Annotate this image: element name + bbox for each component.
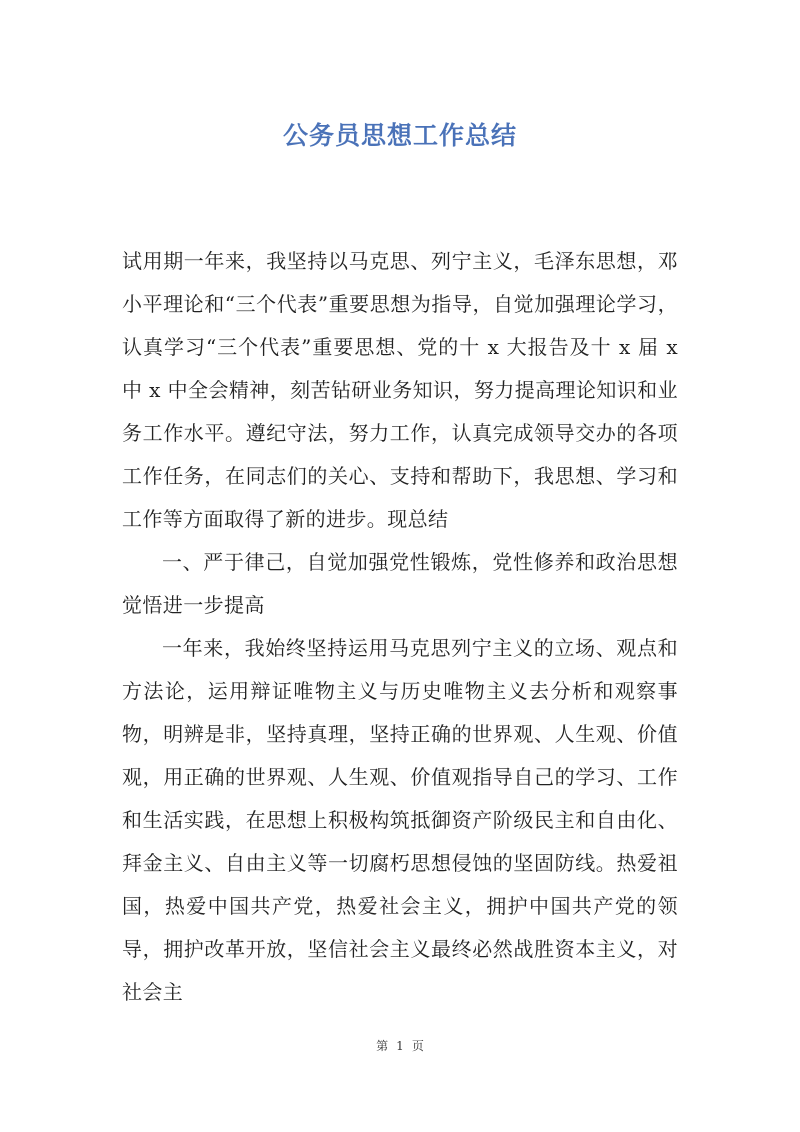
paragraph-section-one: 一年来，我始终坚持运用马克思列宁主义的立场、观点和方法论，运用辩证唯物主义与历史唯物主义去分析和观察事物，明辨是非，坚持真理，坚持正确的世界观、人生观、价值观，用正确的世界观、人生观、价值观指导自己的学习、工作和生活实践，在思想上积极构筑抵御资产阶级民主和自由化、拜金主义、自由主义等一切腐朽思想侵蚀的坚固防线。热爱祖国，热爱中国共产党，热爱社会主义，拥护中国共产党的领导，拥护改革开放，坚信社会主义最终必然战胜资本主义，对社会主 — [122, 636, 678, 1004]
page-number: 1 — [396, 1039, 404, 1053]
page-suffix: 页 — [411, 1039, 424, 1053]
paragraph-heading-one: 一、严于律己，自觉加强党性锻炼，党性修养和政治思想觉悟进一步提高 — [122, 550, 678, 617]
document-body — [122, 240, 678, 1014]
page-footer — [0, 1037, 800, 1054]
page-prefix: 第 — [376, 1039, 389, 1053]
paragraph-intro: 试用期一年来，我坚持以马克思、列宁主义，毛泽东思想，邓小平理论和“三个代表”重要思想为指导，自觉加强理论学习，认真学习“三个代表”重要思想、党的十 x 大报告及十 x 届 x 中 x 中全会精神，刻苦钻研业务知识，努力提高理论知识和业务工作水平。遵纪守法，努力工作，认真完成领导交办的各项工作任务，在同志们的关心、支持和帮助下，我思想、学习和工作等方面取得了新的进步。现总结 — [122, 249, 678, 531]
document-title: 公务员思想工作总结 — [282, 121, 517, 150]
